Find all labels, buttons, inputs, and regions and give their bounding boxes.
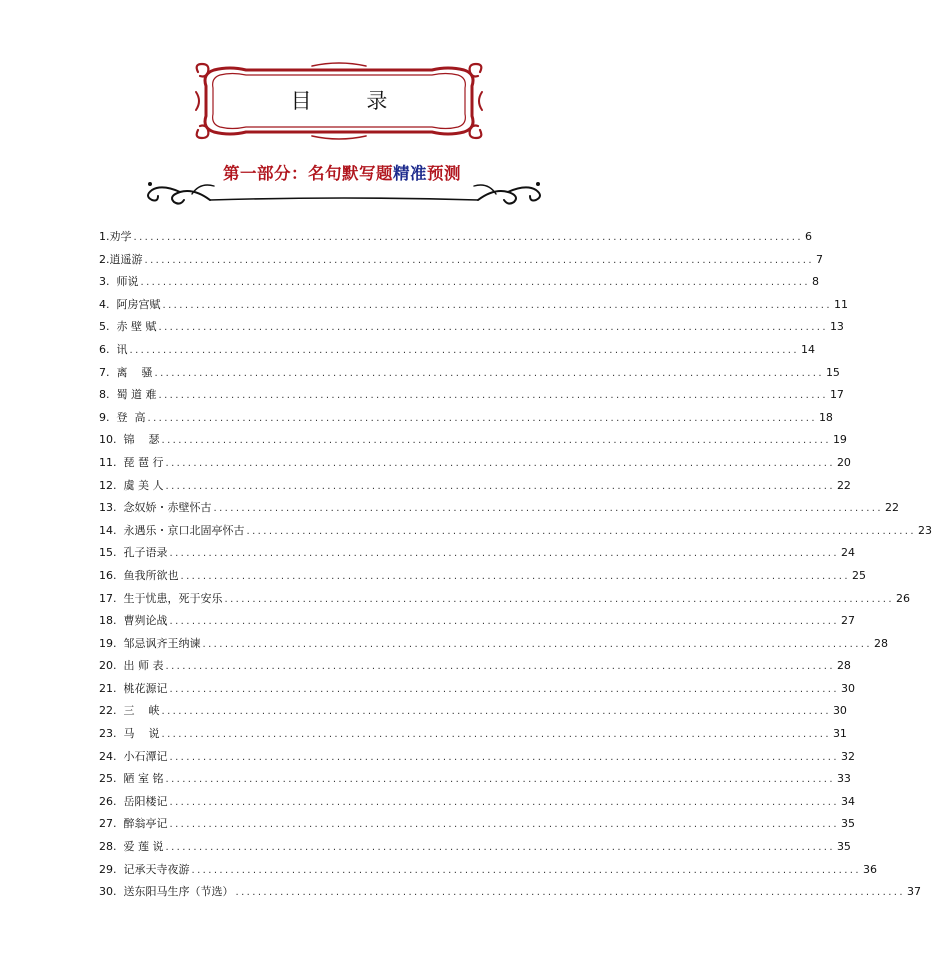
toc-entry-title: 24. 小石潭记 [99,749,168,763]
toc-entry-title: 25. 陋 室 铭 [99,772,164,786]
toc-entry-page: 22 [884,501,899,515]
toc-entry-page: 28 [836,659,851,673]
toc-entry-title: 12. 虞 美 人 [99,478,164,492]
toc-entry[interactable] [99,339,815,362]
toc-leader-dots: ........................................................................................................................ [158,322,828,334]
toc-entry-page: 35 [840,817,855,831]
toc-entry[interactable] [99,294,848,317]
toc-entry-page: 32 [840,749,855,763]
toc-leader-dots: ........................................................................................................................ [169,683,839,695]
toc-entry[interactable] [99,271,819,294]
toc-entry-page: 33 [836,772,851,786]
toc-entry-page: 7 [815,252,823,266]
toc-entry-title: 23. 马 说 [99,727,160,741]
toc-entry[interactable] [99,791,855,814]
section-heading-part-2: 精准 [393,164,427,183]
toc-entry[interactable] [99,836,851,859]
toc-entry-title: 10. 锦 瑟 [99,433,160,447]
toc-entry-page: 37 [906,885,921,899]
toc-entry-page: 15 [825,365,840,379]
toc-entry[interactable] [99,746,855,769]
toc-entry-title: 4. 阿房宫赋 [99,297,161,311]
toc-entry-page: 26 [895,591,910,605]
toc-entry-page: 20 [836,455,851,469]
toc-leader-dots: ........................................................................................................................ [169,548,839,560]
toc-entry[interactable] [99,429,847,452]
toc-entry[interactable] [99,655,851,678]
toc-entry-title: 15. 孔子语录 [99,546,168,560]
toc-entry-title: 26. 岳阳楼记 [99,794,168,808]
toc-entry[interactable] [99,226,812,249]
toc-entry-title: 22. 三 峡 [99,704,160,718]
toc-entry-page: 23 [917,523,932,537]
toc-leader-dots: ........................................................................................................................ [180,570,850,582]
toc-entry-page: 28 [873,636,888,650]
toc-entry-page: 22 [836,478,851,492]
toc-entry-title: 27. 醉翁亭记 [99,817,168,831]
toc-entry[interactable] [99,407,833,430]
toc-entry-title: 16. 鱼我所欲也 [99,568,179,582]
toc-entry[interactable] [99,497,899,520]
toc-entry[interactable] [99,588,910,611]
toc-entry[interactable] [99,813,855,836]
toc-entry-page: 8 [811,275,819,289]
toc-entry-page: 13 [829,320,844,334]
toc-entry[interactable] [99,633,888,656]
toc-entry-title: 14. 永遇乐・京口北固亭怀古 [99,523,245,537]
toc-leader-dots: ........................................................................................................................ [169,796,839,808]
toc-entry-title: 6. 讯 [99,342,128,356]
toc-leader-dots: ........................................................................................................................ [169,819,839,831]
toc-entry[interactable] [99,881,921,904]
toc-entry[interactable] [99,678,855,701]
toc-leader-dots: ........................................................................................................................ [144,254,814,266]
toc-entry[interactable] [99,542,855,565]
table-of-contents [99,226,932,904]
toc-entry[interactable] [99,700,847,723]
toc-entry-page: 11 [833,297,848,311]
toc-entry-page: 14 [800,342,815,356]
toc-leader-dots: ........................................................................................................................ [162,299,832,311]
toc-leader-dots: ........................................................................................................................ [140,277,810,289]
toc-entry-page: 18 [818,410,833,424]
toc-entry-page: 17 [829,388,844,402]
toc-entry[interactable] [99,520,932,543]
toc-entry[interactable] [99,384,844,407]
toc-entry-page: 27 [840,614,855,628]
toc-leader-dots: ........................................................................................................................ [154,367,824,379]
toc-entry-page: 36 [862,862,877,876]
toc-entry-page: 24 [840,546,855,560]
toc-entry-page: 31 [832,727,847,741]
title-frame [192,62,486,140]
toc-entry-title: 2.逍遥游 [99,252,143,266]
toc-entry-page: 25 [851,568,866,582]
toc-entry-title: 9. 登 高 [99,410,146,424]
toc-leader-dots: ........................................................................................................................ [224,593,894,605]
toc-leader-dots: ........................................................................................................................ [147,412,817,424]
toc-entry-title: 5. 赤 壁 赋 [99,320,157,334]
toc-entry-title: 1.劝学 [99,230,132,243]
toc-leader-dots: ........................................................................................................................ [169,616,839,628]
toc-leader-dots: ........................................................................................................................ [169,751,839,763]
toc-entry-title: 17. 生于忧患，死于安乐 [99,591,223,605]
toc-leader-dots: ........................................................................................................................ [246,525,916,537]
toc-entry-title: 19. 邹忌讽齐王纳谏 [99,636,201,650]
toc-leader-dots: ........................................................................................................................ [165,842,835,854]
toc-leader-dots: ........................................................................................................................ [165,480,835,492]
toc-entry-title: 21. 桃花源记 [99,681,168,695]
toc-entry-page: 30 [840,681,855,695]
toc-leader-dots: ........................................................................................................................ [133,232,803,243]
section-heading-part-1: 第一部分：名句默写题 [223,164,393,183]
toc-entry[interactable] [99,768,851,791]
toc-entry-title: 20. 出 师 表 [99,659,164,673]
toc-entry[interactable] [99,362,840,385]
toc-entry-title: 18. 曹刿论战 [99,614,168,628]
toc-leader-dots: ........................................................................................................................ [161,435,831,447]
toc-leader-dots: ........................................................................................................................ [161,729,831,741]
toc-entry-page: 34 [840,794,855,808]
toc-entry-page: 30 [832,704,847,718]
toc-entry-title: 29. 记承天寺夜游 [99,862,190,876]
toc-entry-title: 11. 琵 琶 行 [99,455,164,469]
toc-entry[interactable] [99,565,866,588]
toc-entry[interactable] [99,249,823,272]
toc-entry[interactable] [99,316,844,339]
toc-entry-title: 13. 念奴娇・赤壁怀古 [99,501,212,515]
toc-leader-dots: ........................................................................................................................ [165,661,835,673]
toc-leader-dots: ........................................................................................................................ [235,887,905,899]
toc-entry[interactable] [99,610,855,633]
divider-ornament-icon [140,178,548,208]
toc-leader-dots: ........................................................................................................................ [129,344,799,356]
toc-entry-page: 35 [836,840,851,854]
toc-entry-title: 7. 离 骚 [99,365,153,379]
toc-leader-dots: ........................................................................................................................ [165,774,835,786]
toc-leader-dots: ........................................................................................................................ [213,503,883,515]
toc-leader-dots: ........................................................................................................................ [202,638,872,650]
section-heading-part-3: 预测 [427,164,461,183]
toc-leader-dots: ........................................................................................................................ [161,706,831,718]
toc-leader-dots: ........................................................................................................................ [158,390,828,402]
toc-entry[interactable] [99,723,847,746]
toc-entry-title: 28. 爱 莲 说 [99,840,164,854]
toc-entry-title: 8. 蜀 道 难 [99,388,157,402]
toc-leader-dots: ........................................................................................................................ [191,864,861,876]
toc-entry[interactable] [99,859,877,882]
toc-entry-title: 30. 送东阳马生序（节选） [99,885,234,899]
toc-entry[interactable] [99,475,851,498]
toc-entry-page: 6 [804,230,812,243]
toc-entry-page: 19 [832,433,847,447]
toc-entry-title: 3. 师说 [99,275,139,289]
toc-leader-dots: ........................................................................................................................ [165,457,835,469]
page-title: 目 录 [290,89,412,113]
toc-entry[interactable] [99,452,851,475]
